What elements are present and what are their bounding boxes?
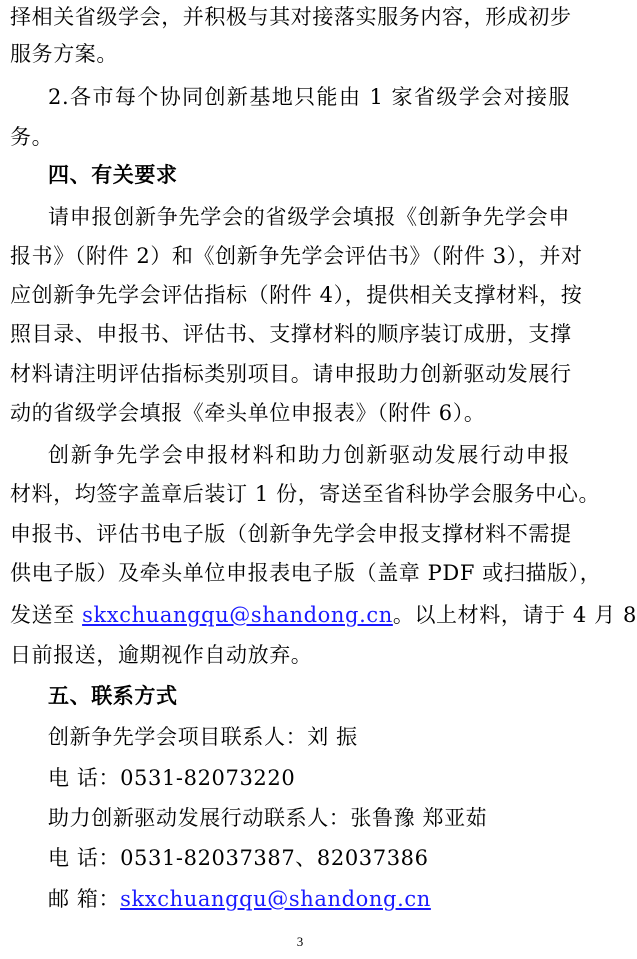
- paragraph-text: 。以上材料，请于 4 月 8: [392, 603, 637, 627]
- contact-line: 电 话：0531-82073220: [48, 766, 296, 790]
- contact-line: 电 话：0531-82037387、82037386: [48, 846, 429, 870]
- paragraph-line: 创新争先学会申报材料和助力创新驱动发展行动申报: [48, 443, 570, 467]
- paragraph-line: 材料，均签字盖章后装订 1 份，寄送至省科协学会服务中心。: [10, 482, 601, 506]
- paragraph-line: 日前报送，逾期视作自动放弃。: [10, 643, 313, 667]
- paragraph-line: [10, 603, 637, 627]
- email-link[interactable]: skxchuangqu@shandong.cn: [120, 887, 431, 911]
- contact-line: 助力创新驱动发展行动联系人：张鲁豫 郑亚茹: [48, 806, 488, 830]
- paragraph-line: 服务方案。: [10, 42, 118, 66]
- paragraph-text: 发送至: [10, 603, 83, 627]
- paragraph-line: 材料请注明评估指标类别项目。请申报助力创新驱动发展行: [10, 362, 572, 386]
- paragraph-line: 动的省级学会填报《牵头单位申报表》（附件 6）。: [10, 401, 486, 425]
- contact-label: 邮 箱：: [48, 887, 121, 911]
- contact-line: 创新争先学会项目联系人：刘 振: [48, 725, 358, 749]
- paragraph-line: 务。: [10, 125, 54, 149]
- section-heading-contact: 五、联系方式: [48, 684, 178, 708]
- section-heading-requirements: 四、有关要求: [48, 163, 178, 187]
- paragraph-line: 供电子版）及牵头单位申报表电子版（盖章 PDF 或扫描版），: [10, 561, 602, 585]
- paragraph-line: 应创新争先学会评估指标（附件 4），提供相关支撑材料，按: [10, 283, 583, 307]
- paragraph-line: 照目录、申报书、评估书、支撑材料的顺序装订成册，支撑: [10, 322, 572, 346]
- paragraph-line: 2.各市每个协同创新基地只能由 1 家省级学会对接服: [48, 85, 570, 109]
- paragraph-line: 报书》（附件 2）和《创新争先学会评估书》（附件 3），并对: [10, 244, 583, 268]
- email-link[interactable]: skxchuangqu@shandong.cn: [82, 603, 393, 627]
- paragraph-line: 申报书、评估书电子版（创新争先学会申报支撑材料不需提: [10, 522, 572, 546]
- page-number: 3: [296, 934, 304, 949]
- contact-line: [48, 887, 570, 911]
- paragraph-line: 择相关省级学会，并积极与其对接落实服务内容，形成初步: [10, 5, 572, 29]
- paragraph-line: 请申报创新争先学会的省级学会填报《创新争先学会申: [48, 205, 570, 229]
